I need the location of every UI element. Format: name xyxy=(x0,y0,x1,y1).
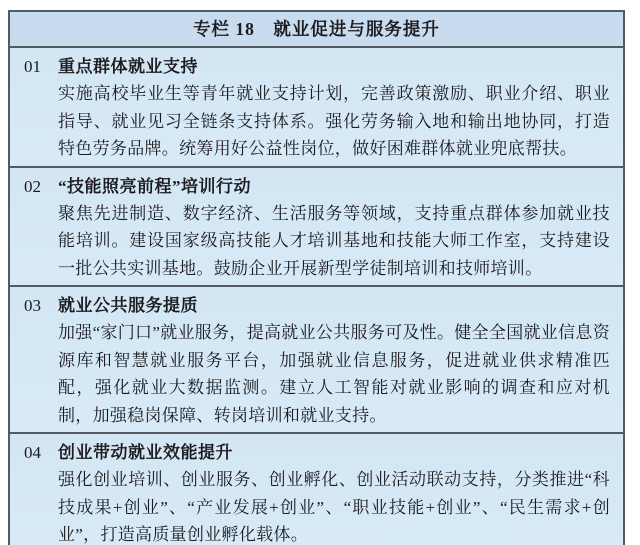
section-body-text: 加强“家门口”就业服务，提高就业公共服务可及性。健全全国就业信息资源库和智慧就业服务平台，加强就业信息服务，促进就业供求精准匹配，强化就业大数据监测。建立人工智能对就业影响的调查和应对机制，加强稳岗保障、转岗培训和就业支持。 xyxy=(58,323,610,425)
section-title-row xyxy=(10,292,623,319)
section-03 xyxy=(10,285,623,432)
section-body-text: 强化创业培训、创业服务、创业孵化、创业活动联动支持，分类推进“科技成果+创业”、“产业发展+创业”、“职业技能+创业”、“民生需求+创业”，打造高质量创业孵化载体。 xyxy=(58,470,610,544)
panel-title: 专栏 18 就业促进与服务提升 xyxy=(10,12,623,48)
section-title-row xyxy=(10,439,623,466)
section-number: 01 xyxy=(24,57,41,76)
section-04 xyxy=(10,432,623,545)
section-body-text: 实施高校毕业生等青年就业支持计划，完善政策激励、职业介绍、职业指导、就业见习全链条支持体系。强化劳务输入地和输出地协同，打造特色劳务品牌。统筹用好公益性岗位，做好困难群体就业兜底帮扶。 xyxy=(58,84,610,158)
section-01 xyxy=(10,48,623,166)
section-number: 02 xyxy=(24,176,41,196)
section-title: 创业带动就业效能提升 xyxy=(58,443,233,462)
section-number: 04 xyxy=(24,443,41,462)
section-title: 就业公共服务提质 xyxy=(58,296,198,315)
section-title-row xyxy=(10,53,623,80)
section-number: 03 xyxy=(24,296,41,315)
section-title: 重点群体就业支持 xyxy=(58,57,198,76)
section-02 xyxy=(10,166,623,286)
section-title-row xyxy=(10,173,623,200)
section-title: “技能照亮前程”培训行动 xyxy=(58,176,251,196)
section-body-text: 聚焦先进制造、数字经济、生活服务等领域，支持重点群体参加就业技能培训。建设国家级高技能人才培训基地和技能大师工作室，支持建设一批公共实训基地。鼓励企业开展新型学徒制培训和技师培训。 xyxy=(58,203,610,278)
policy-column-panel xyxy=(8,10,625,545)
